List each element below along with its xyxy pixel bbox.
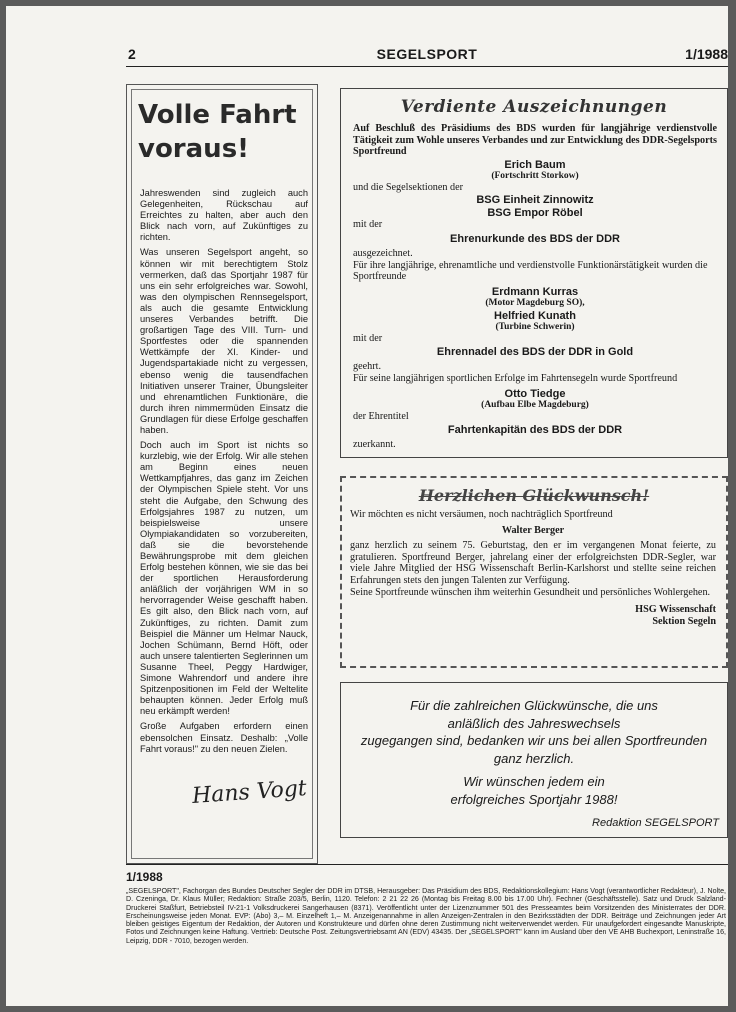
editorial-paragraph: Was unseren Segelsport angeht, so können wir mit berechtigtem Stolz vermerken, daß das Sportjahr 1987 für uns ein sehr erfolgreiches war. Sowohl, was den olympischen Rennsegelsport, als auch die gesamte Entwicklung unseres Verbandes betrifft. Die großartigen Tage des VIII. Turn- und Sportfestes oder die spannenden Wettkämpfe der XI. Kinder- und Jugendspartakiade nicht zu vergessen, ebenso wenig die tausendfachen Initiativen unserer Trainer, Übungsleiter und ehrenamtlichen Funktionäre, die durch ihren nimmermüden Einsatz die Grundlagen für diese Erfolge geschaffen haben. <box>140 247 308 435</box>
awards-intro: Auf Beschluß des Präsidiums des BDS wurden für langjährige verdienstvolle Tätigkeit zum Wohle unseres Verbandes und zur Entwicklung des DDR-Segelsports Sportfreund <box>353 123 717 158</box>
editorial-box <box>126 84 318 864</box>
congratulations-signer <box>350 604 716 627</box>
awards-text: ausgezeichnet. <box>353 247 413 259</box>
page-number: 2 <box>128 46 136 62</box>
awards-text: Für seine langjährigen sportlichen Erfolge im Fahrtensegeln wurde Sportfreund <box>353 372 678 384</box>
editorial-headline <box>138 98 313 166</box>
thanks-line: Für die zahlreichen Glückwünsche, die uns <box>410 698 658 713</box>
congratulations-body <box>342 507 726 627</box>
awards-text: der Ehrentitel <box>353 410 409 422</box>
magazine-title: SEGELSPORT <box>376 46 478 62</box>
headline-line-2: voraus! <box>138 134 250 164</box>
awardee-name: Helfried Kunath <box>494 309 576 322</box>
award-name: Ehrennadel des BDS der DDR in Gold <box>436 346 634 359</box>
imprint-text: „SEGELSPORT", Fachorgan des Bundes Deutscher Segler der DDR im DTSB, Herausgeber: Das Präsidium des BDS, Redaktionskollegium: Hans Vogt (verantwortlicher Redakteur), J. Nolte, D. Czeninga, Dr. Klaus Müller; Redaktion: Straße 203/5, Berlin, 1120. Telefon: 2 21 22 26 (Montag bis Freitag 8.00 bis 17.00 Uhr). Fechner (Geschäftsstelle). Satz und Druck Salzland-Druckerei Staßfurt, Betriebsteil IV-21-1 Volksdruckerei Sangerhausen (8371). Veröffentlicht unter der Lizenznummer 501 des Presseamtes beim Vorsitzenden des Ministerrates der DDR. Erscheinungsweise jeden Monat. EVP: (Abo) 3,– M. Einzelheft 1,– M. Anzeigenannahme in allen Anzeigen-Zentralen in den Bezirksstädten der DDR. Beiträge und Zeichnungen jeder Art bleiben geistiges Eigentum der Redaktion, der Autoren und Konstrukteure und dürfen ohne deren Zustimmung nicht weiterverwendet werden. Für unaufgefordert eingesandte Manuskripte, Fotos und Zeichnungen keine Haftung. Vertrieb: Deutsche Post. Zeitungsvertriebsamt AN (EDV) 43435. Der „SEGELSPORT" kann im Ausland über den VE AHB Buchexport, Leninstraße 16, Leipzig, DDR - 7010, bezogen werden. <box>126 887 726 945</box>
awardee-name: Erich Baum <box>504 158 566 171</box>
editorial-inner-frame <box>131 89 313 859</box>
awards-text: zuerkannt. <box>353 439 396 451</box>
editorial-team-signature: Redaktion SEGELSPORT <box>592 817 719 829</box>
congratulations-intro: Wir möchten es nicht versäumen, noch nachträglich Sportfreund <box>350 509 613 520</box>
awardee-club: (Aufbau Elbe Magdeburg) <box>481 399 589 410</box>
congratulations-title: Herzlichen Glückwunsch! <box>418 486 650 505</box>
congratulations-wish: Seine Sportfreunde wünschen ihm weiterhin Gesundheit und persönliches Wohlergehen. <box>350 586 711 598</box>
awardee-name: Otto Tiedge <box>504 387 566 400</box>
thanks-line: zugegangen sind, bedanken wir uns bei allen Sportfreunden <box>360 733 708 748</box>
issue-number: 1/1988 <box>685 46 728 62</box>
thanks-message <box>341 697 727 767</box>
thanks-line: anläßlich des Jahreswechsels <box>447 715 621 731</box>
award-name: Ehrenurkunde des BDS der DDR <box>450 232 620 245</box>
awards-text: Für ihre langjährige, ehrenamtliche und verdienstvolle Funktionärstätigkeit wurden die Sportfreunde <box>353 259 708 283</box>
awardee-name: Erdmann Kurras <box>491 285 579 298</box>
wish-line: Wir wünschen jedem ein <box>463 774 605 789</box>
awards-box <box>340 88 728 458</box>
thanks-line: ganz herzlich. <box>493 750 575 766</box>
award-name: Fahrtenkapitän des BDS der DDR <box>447 424 623 437</box>
editorial-paragraph: Doch auch im Sport ist nichts so kurzlebig, wie der Erfolg. Wir alle stehen am Beginn eines neuen Wettkampfjahres, das ganz im Zeichen der Olympischen Spiele steht. Vor uns steht die Aufgabe, den Schwung des Erfolgsjahres 1987 zu nutzen, um beispielsweise unsere Olympiakandidaten so vorzubereiten, daß sie die bevorstehende Bewährungsprobe mit dem gleichen Erfolg bestehen können, wie sie das bei der sportlichen Herausforderung anläßlich der vorjährigen WM in so hervorragender Weise geschafft haben. Es gilt also, den Blick nach vorn, auf Zukünftiges, zu richten. Damit zum Beispiel die Männer um Helmar Nauck, Jochen Schümann, Bernd Höft, oder auch unsere talentierten Seglerinnen um Susanne Theel, Peggy Hardwiger, Simone Wahrendorf und andere ihre Spitzenpositionen im Feld der Weltelite behaupten können. Jeder Erfolg muß neu erkämpft werden! <box>140 440 308 717</box>
new-year-wish <box>341 773 727 808</box>
awardee-club: (Turbine Schwerin) <box>495 321 575 332</box>
headline-line-1: Volle Fahrt <box>138 100 297 130</box>
awardee-club-name: BSG Einheit Zinnowitz <box>476 194 594 207</box>
awardee-club-name: BSG Empor Röbel <box>487 207 583 220</box>
footer-divider <box>126 864 728 865</box>
congratulations-text: ganz herzlich zu seinem 75. Geburtstag, den er im vergangenen Monat feierte, zu gratulieren. Sportfreund Berger, jahrelang einer der erfolgreichsten DDR-Segler, war viele Jahre Mitglied der HSG Wissenschaft Berlin-Karlshorst und stellte seine reichen Erfahrungen stets den jungen Talenten zur Verfügung. <box>350 540 716 586</box>
awards-title: Verdiente Auszeichnungen <box>400 97 668 117</box>
editorial-text <box>140 188 308 759</box>
awards-text: mit der <box>353 332 383 344</box>
awards-text: geehrt. <box>353 361 382 373</box>
awardee-club: (Motor Magdeburg SO), <box>485 297 585 308</box>
editorial-paragraph: Große Aufgaben erfordern einen ebensolchen Einsatz. Deshalb: „Volle Fahrt voraus!" zu den neuen Zielen. <box>140 721 308 754</box>
handwritten-signature: Hans Vogt <box>191 776 308 809</box>
page-header <box>126 44 728 67</box>
birthday-person-name: Walter Berger <box>501 524 565 536</box>
awards-text: und die Segelsektionen der <box>353 181 464 193</box>
magazine-page <box>6 6 728 1006</box>
awards-body <box>341 117 727 451</box>
footer-issue-number: 1/1988 <box>126 870 163 884</box>
awards-text: mit der <box>353 219 383 231</box>
awardee-club: (Fortschritt Storkow) <box>491 170 579 181</box>
editorial-paragraph: Jahreswenden sind zugleich auch Gelegenheiten, Rückschau auf Erreichtes zu halten, aber auch den Blick nach vorn, auf Zukünftiges zu richten. <box>140 188 308 243</box>
signer-line-2: Sektion Segeln <box>652 615 716 627</box>
wish-line: erfolgreiches Sportjahr 1988! <box>450 791 618 807</box>
signer-line-1: HSG Wissenschaft <box>635 604 716 616</box>
congratulations-box <box>340 476 728 668</box>
thanks-box <box>340 682 728 838</box>
